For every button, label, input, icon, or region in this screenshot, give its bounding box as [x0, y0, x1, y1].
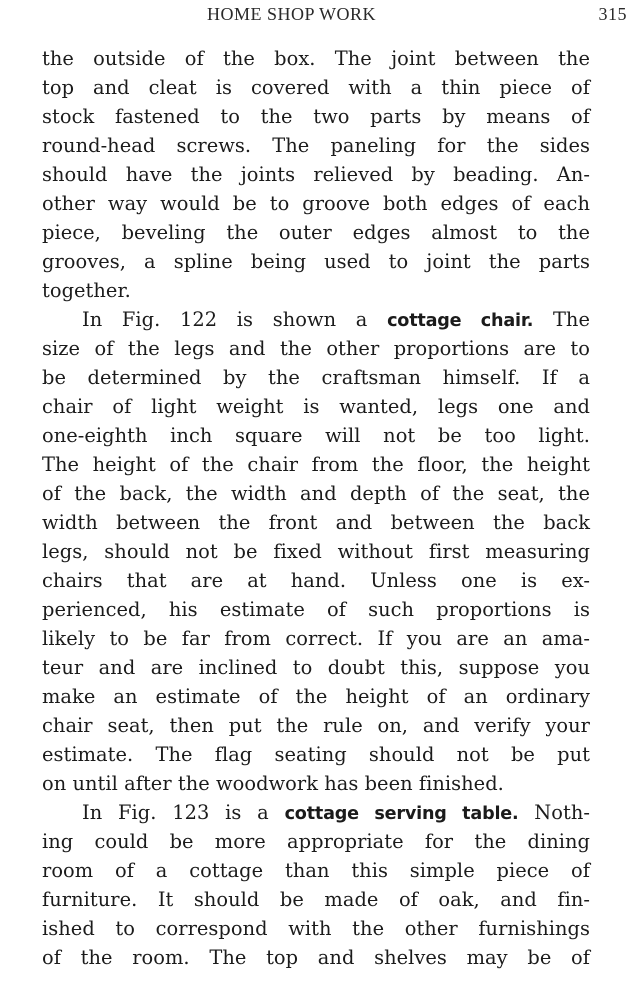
text-line: together.	[42, 279, 131, 302]
text-line: ished to correspond with the other furnishings	[42, 917, 590, 940]
paragraph-start-line	[42, 798, 590, 827]
text-line: estimate. The flag seating should not be put	[42, 743, 590, 766]
text-line: furniture. It should be made of oak, and fin-	[42, 888, 590, 911]
text-line: The height of the chair from the floor, the height	[42, 453, 590, 476]
text-run: Noth-	[518, 801, 591, 824]
text-line: chair of light weight is wanted, legs one and	[42, 395, 590, 418]
text-run: In Fig. 122 is shown a	[82, 308, 388, 331]
text-line: size of the legs and the other proportions are to	[42, 337, 590, 360]
text-line: perienced, his estimate of such proportions is	[42, 598, 590, 621]
text-line: stock fastened to the two parts by means of	[42, 105, 590, 128]
text-line: piece, beveling the outer edges almost to the	[42, 221, 590, 244]
text-line: likely to be far from correct. If you are an ama-	[42, 627, 590, 650]
text-line: legs, should not be fixed without first measuring	[42, 540, 590, 563]
text-line: on until after the woodwork has been finished.	[42, 772, 504, 795]
text-line: width between the front and between the back	[42, 511, 590, 534]
text-run: The	[533, 308, 590, 331]
text-line: grooves, a spline being used to joint the parts	[42, 250, 590, 273]
cottage-serving-table-term: cottage serving table.	[284, 804, 519, 824]
text-line: the outside of the box. The joint between the	[42, 47, 590, 70]
running-head	[0, 4, 635, 28]
text-line: chair seat, then put the rule on, and verify your	[42, 714, 590, 737]
text-line: be determined by the craftsman himself. If a	[42, 366, 590, 389]
text-line: room of a cottage than this simple piece of	[42, 859, 590, 882]
text-line: should have the joints relieved by beading. An-	[42, 163, 590, 186]
text-line: round-head screws. The paneling for the sides	[42, 134, 590, 157]
page-number: 315	[598, 4, 627, 24]
text-line: chairs that are at hand. Unless one is ex-	[42, 569, 590, 592]
text-line: other way would be to groove both edges of each	[42, 192, 590, 215]
text-line: of the back, the width and depth of the seat, the	[42, 482, 590, 505]
text-line: teur and are inclined to doubt this, suppose you	[42, 656, 590, 679]
body-text	[42, 44, 590, 972]
text-line: one-eighth inch square will not be too light.	[42, 424, 590, 447]
text-line: of the room. The top and shelves may be of	[42, 946, 590, 969]
text-run: In Fig. 123 is a	[82, 801, 285, 824]
text-line: top and cleat is covered with a thin piece of	[42, 76, 590, 99]
running-title: HOME SHOP WORK	[207, 4, 377, 24]
text-line: make an estimate of the height of an ordinary	[42, 685, 590, 708]
paragraph-start-line	[42, 305, 590, 334]
cottage-chair-term: cottage chair.	[387, 311, 534, 331]
text-line: ing could be more appropriate for the dining	[42, 830, 590, 853]
